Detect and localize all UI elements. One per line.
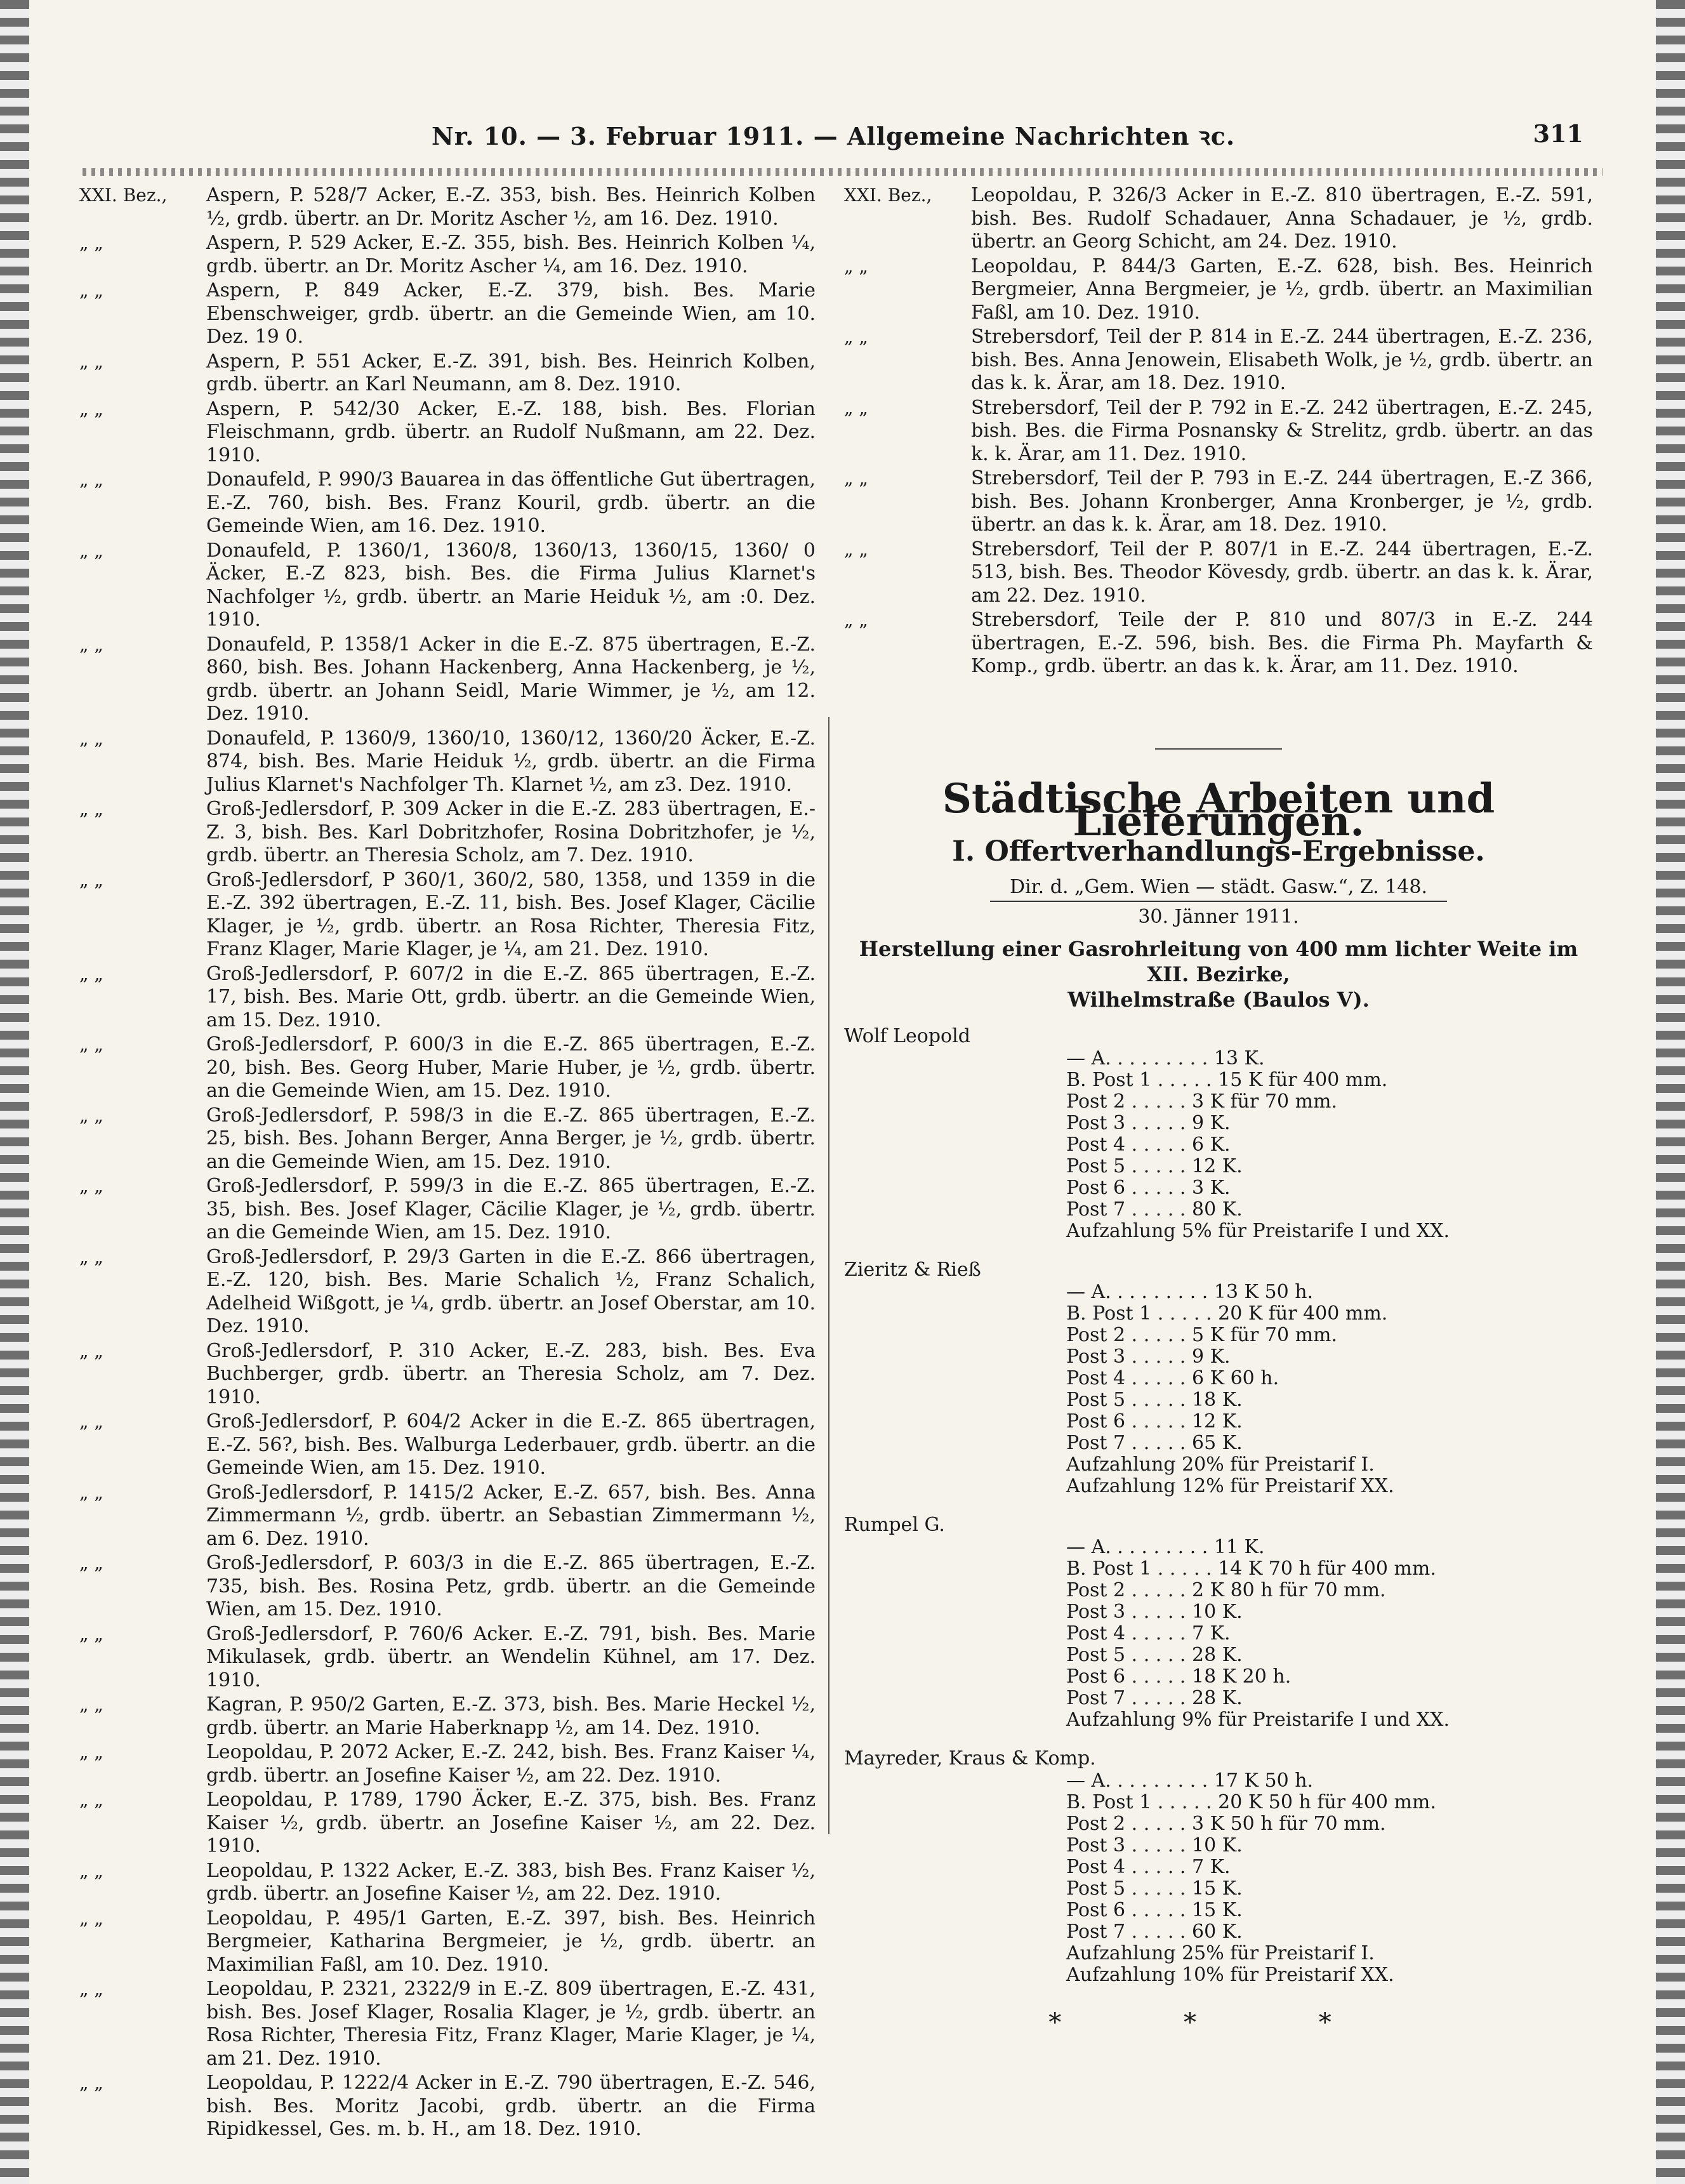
entry-label: „ „ — [79, 280, 103, 301]
entry-text: Groß-Jedlersdorf, P. 29/3 Garten in die E.-Z. 866 übertragen, E.-Z. 120, bish. Bes. Marie Schalich ½, Franz Schalich, Adelheid Wißgott, je ¼, grdb. übertr. an Josef Oberstar, am 10. Dez. 1910. — [206, 1245, 816, 1337]
bid-row: Aufzahlung 12% für Preistarif XX. — [1066, 1475, 1394, 1497]
bid-row: Post 3 . . . . . 9 K. — [1066, 1346, 1231, 1368]
bid-row: Post 2 . . . . . 3 K 50 h für 70 mm. — [1066, 1813, 1386, 1835]
entry-text: Groß-Jedlersdorf, P. 309 Acker in die E.-Z. 283 übertragen, E.-Z. 3, bish. Bes. Karl Dobritzhofer, Rosina Dobritzhofer, je ½, grdb. übertr. an Theresia Scholz, am 7. Dez. 1910. — [206, 798, 816, 866]
land-register-entry — [79, 279, 816, 349]
entry-text: Leopoldau, P. 844/3 Garten, E.-Z. 628, bish. Bes. Heinrich Bergmeier, Anna Bergmeier, je ½, grdb. übertr. an Maximilian Faßl, am 10. Dez. 1910. — [971, 255, 1593, 324]
offer-date: 30. Jänner 1911. — [1138, 905, 1299, 928]
bid-row: Post 2 . . . . . 2 K 80 h für 70 mm. — [1066, 1579, 1386, 1601]
entry-text: Groß-Jedlersdorf, P. 1415/2 Acker, E.-Z. 657, bish. Bes. Anna Zimmermann ½, grdb. übertr. an Sebastian Zimmermann ½, am 6. Dez. 1910. — [206, 1481, 816, 1550]
land-register-entry — [79, 468, 816, 538]
entry-text: Aspern, P. 542/30 Acker, E.-Z. 188, bish. Bes. Florian Fleischmann, grdb. übertr. an Rudolf Nußmann, am 22. Dez. 1910. — [206, 397, 816, 467]
land-register-entry — [79, 869, 816, 962]
entry-text: Leopoldau, P. 2321, 2322/9 in E.-Z. 809 übertragen, E.-Z. 431, bish. Bes. Josef Klager, Rosalia Klager, je ½, grdb. übertr. an Rosa Richter, Theresia Fitz, Franz Klager, Marie Klager, je ¼, am 21. Dez. 1910. — [206, 1978, 816, 2070]
entry-label: „ „ — [79, 539, 103, 561]
bidder-name: Rumpel G. — [844, 1514, 945, 1536]
page-right-border — [1656, 0, 1685, 2184]
job-title-line-1: Herstellung einer Gasrohrleitung von 400 mm lichter Weite im XII. Bezirke, — [859, 937, 1578, 986]
bid-row: B. Post 1 . . . . . 20 K 50 h für 400 mm. — [1066, 1791, 1436, 1813]
entry-label: „ „ — [79, 469, 103, 490]
entry-label: „ „ — [79, 1104, 103, 1126]
entry-text: Groß-Jedlersdorf, P. 760/6 Acker. E.-Z. 791, bish. Bes. Marie Mikulasek, grdb. übertr. an Wendelin Kühnel, am 17. Dez. 1910. — [206, 1622, 816, 1691]
entry-text: Groß-Jedlersdorf, P. 607/2 in die E.-Z. 865 übertragen, E.-Z. 17, bish. Bes. Marie Ott, grdb. übertr. an die Gemeinde Wien, am 15. Dez. 1910. — [206, 962, 816, 1031]
entry-label: „ „ — [844, 468, 868, 489]
entry-text: Groß-Jedlersdorf, P. 604/2 Acker in die E.-Z. 865 übertragen, E.-Z. 56?, bish. Bes. Walburga Lederbauer, grdb. übertr. an die Gemeinde Wien, am 15. Dez. 1910. — [206, 1410, 816, 1479]
entry-text: Strebersdorf, Teile der P. 810 und 807/3 in E.-Z. 244 übertragen, E.-Z. 596, bish. Bes. die Firma Ph. Mayfarth & Komp., grdb. übertr. an das k. k. Ärar, am 11. Dez. 1910. — [971, 609, 1593, 677]
left-column — [79, 184, 816, 2143]
entry-text: Strebersdorf, Teil der P. 793 in E.-Z. 244 übertragen, E.-Z 366, bish. Bes. Johann Kronberger, Anna Kronberger, je ½, grdb. übertr. an das k. k. Ärar, am 18. Dez. 1910. — [971, 467, 1593, 536]
bidder — [844, 1747, 1593, 1986]
entry-text: Leopoldau, P. 495/1 Garten, E.-Z. 397, bish. Bes. Heinrich Bergmeier, Katharina Bergmeier, je ½, grdb. übertr. an Maximilian Faßl, am 10. Dez. 1910. — [206, 1907, 816, 1976]
bid-rows — [1066, 1770, 1593, 1986]
bid-row: B. Post 1 . . . . . 14 K 70 h für 400 mm. — [1066, 1558, 1436, 1580]
bidder — [844, 1259, 1593, 1497]
land-register-entry — [79, 1623, 816, 1693]
bid-row: Post 5 . . . . . 18 K. — [1066, 1389, 1243, 1411]
section-subtitle: I. Offertverhandlungs-Ergebnisse. — [952, 835, 1485, 868]
entry-text: Groß-Jedlersdorf, P 360/1, 360/2, 580, 1358, und 1359 in die E.-Z. 392 übertragen, E.-Z. 11, bish. Bes. Josef Klager, Cäcilie Klager, je ½, grdb. übertr. an Rosa Richter, Theresia Fitz, Franz Klager, Marie Klager, je ¼, am 21. Dez. 1910. — [206, 868, 816, 960]
entry-label: „ „ — [79, 1034, 103, 1055]
entry-label: „ „ — [79, 1978, 103, 1999]
land-register-entry — [844, 467, 1593, 537]
directorate-line: Dir. d. „Gem. Wien — städt. Gasw.“, Z. 148. — [990, 876, 1447, 902]
page-number: 311 — [1533, 119, 1583, 148]
bidder-name: Wolf Leopold — [844, 1025, 970, 1047]
section-separator — [1155, 748, 1282, 750]
bid-row: Post 3 . . . . . 9 K. — [1066, 1112, 1231, 1134]
land-register-entry — [79, 1860, 816, 1906]
entry-label: „ „ — [79, 1860, 103, 1881]
land-register-entry — [844, 184, 1593, 254]
page-left-border — [0, 0, 29, 2184]
entry-label: „ „ — [79, 1694, 103, 1715]
land-register-entry — [79, 184, 816, 230]
bid-row: Aufzahlung 20% für Preistarif I. — [1066, 1453, 1375, 1476]
land-register-entry — [79, 1789, 816, 1858]
bidder-name: Mayreder, Kraus & Komp. — [844, 1747, 1096, 1770]
entry-label: „ „ — [79, 1623, 103, 1645]
entry-text: Donaufeld, P. 1360/9, 1360/10, 1360/12, 1360/20 Äcker, E.-Z. 874, bish. Bes. Marie Heiduk ½, grdb. übertr. an die Firma Julius Klarnet's Nachfolger Th. Klarnet ½, am z3. Dez. 1910. — [206, 727, 816, 796]
land-register-entry — [844, 538, 1593, 608]
land-register-entry — [79, 1481, 816, 1551]
entry-label: „ „ — [79, 1411, 103, 1432]
entry-text: Groß-Jedlersdorf, P. 598/3 in die E.-Z. 865 übertragen, E.-Z. 25, bish. Bes. Johann Berger, Anna Berger, je ½, grdb. übertr. an die Gemeinde Wien, am 15. Dez. 1910. — [206, 1104, 816, 1173]
bidder — [844, 1025, 1593, 1242]
entry-text: Groß-Jedlersdorf, P. 599/3 in die E.-Z. 865 übertragen, E.-Z. 35, bish. Bes. Josef Klager, Cäcilie Klager, je ½, grdb. übertr. an die Gemeinde Wien, am 15. Dez. 1910. — [206, 1175, 816, 1243]
bid-row: B. Post 1 . . . . . 20 K für 400 mm. — [1066, 1302, 1388, 1325]
job-title-line-2: Wilhelmstraße (Baulos V). — [1067, 988, 1370, 1012]
entry-label: „ „ — [79, 1789, 103, 1810]
bid-row: Post 6 . . . . . 18 K 20 h. — [1066, 1665, 1292, 1688]
entry-text: Leopoldau, P. 1322 Acker, E.-Z. 383, bish Bes. Franz Kaiser ½, grdb. übertr. an Josefine Kaiser ½, am 22. Dez. 1910. — [206, 1859, 816, 1905]
closing-asterisks: * * * — [1048, 2008, 1389, 2037]
bid-row: Post 5 . . . . . 12 K. — [1066, 1155, 1243, 1177]
entry-text: Leopoldau, P. 1222/4 Acker in E.-Z. 790 übertragen, E.-Z. 546, bish. Bes. Moritz Jacobi, grdb. übertr. an die Firma Ripidkessel, Ges. m. b. H., am 18. Dez. 1910. — [206, 2072, 816, 2140]
bid-row: Post 3 . . . . . 10 K. — [1066, 1834, 1243, 1856]
entry-label: „ „ — [79, 963, 103, 984]
bid-row: Post 4 . . . . . 6 K. — [1066, 1134, 1231, 1156]
page-header — [76, 114, 1609, 159]
bid-row: — A. . . . . . . . . 11 K. — [1066, 1536, 1265, 1558]
land-register-entry — [844, 609, 1593, 678]
land-register-entry — [79, 798, 816, 868]
bid-row: Post 2 . . . . . 5 K für 70 mm. — [1066, 1324, 1338, 1346]
entry-label: „ „ — [844, 255, 868, 277]
land-register-entry — [79, 1552, 816, 1622]
land-register-entry — [79, 350, 816, 397]
entry-label: „ „ — [844, 326, 868, 347]
entry-text: Aspern, P. 849 Acker, E.-Z. 379, bish. Bes. Marie Ebenschweiger, grdb. übertr. an die Gemeinde Wien, am 10. Dez. 19 0. — [206, 279, 816, 348]
land-register-entry — [79, 1693, 816, 1740]
job-title — [844, 936, 1593, 1012]
land-register-entry — [79, 1175, 816, 1245]
entry-label: „ „ — [79, 1552, 103, 1573]
bid-row: B. Post 1 . . . . . 15 K für 400 mm. — [1066, 1069, 1388, 1091]
land-register-entry — [844, 326, 1593, 395]
bid-row: Post 7 . . . . . 28 K. — [1066, 1687, 1243, 1709]
bidder-name: Zieritz & Rieß — [844, 1259, 981, 1281]
entry-label: „ „ — [79, 1340, 103, 1361]
entry-text: Aspern, P. 528/7 Acker, E.-Z. 353, bish. Bes. Heinrich Kolben ½, grdb. übertr. an Dr. Moritz Ascher ½, am 16. Dez. 1910. — [206, 184, 816, 230]
entry-label: „ „ — [79, 869, 103, 890]
bid-row: Post 5 . . . . . 28 K. — [1066, 1644, 1243, 1666]
bid-rows — [1066, 1048, 1593, 1242]
bid-rows — [1066, 1281, 1593, 1497]
entry-label: „ „ — [79, 633, 103, 655]
entry-text: Groß-Jedlersdorf, P. 603/3 in die E.-Z. 865 übertragen, E.-Z. 735, bish. Bes. Rosina Petz, grdb. übertr. an die Gemeinde Wien, am 15. Dez. 1910. — [206, 1552, 816, 1620]
bid-row: Post 6 . . . . . 15 K. — [1066, 1899, 1243, 1921]
section-title: Städtische Arbeiten und Lieferungen. — [942, 774, 1495, 845]
entry-text: Leopoldau, P. 1789, 1790 Äcker, E.-Z. 375, bish. Bes. Franz Kaiser ½, grdb. übertr. an Josefine Kaiser ½, am 22. Dez. 1910. — [206, 1789, 816, 1857]
entry-text: Aspern, P. 551 Acker, E.-Z. 391, bish. Bes. Heinrich Kolben, grdb. übertr. an Karl Neumann, am 8. Dez. 1910. — [206, 350, 816, 395]
bid-row: Post 7 . . . . . 60 K. — [1066, 1921, 1243, 1943]
entry-text: Donaufeld, P. 1358/1 Acker in die E.-Z. 875 übertragen, E.-Z. 860, bish. Bes. Johann Hackenberg, Anna Hackenberg, je ½, grdb. übertr. an Johann Seidl, Marie Wimmer, je ½, am 12. Dez. 1910. — [206, 633, 816, 725]
entry-label: „ „ — [79, 1907, 103, 1929]
bidder-list — [844, 1025, 1593, 1986]
bid-row: — A. . . . . . . . . 17 K 50 h. — [1066, 1770, 1314, 1792]
bid-row: Post 7 . . . . . 80 K. — [1066, 1198, 1243, 1221]
entry-text: Strebersdorf, Teil der P. 814 in E.-Z. 244 übertragen, E.-Z. 236, bish. Bes. Anna Jenowein, Elisabeth Wolk, je ½, grdb. übertr. an das k. k. Ärar, am 18. Dez. 1910. — [971, 326, 1593, 394]
land-register-entry — [79, 963, 816, 1033]
bid-row: Aufzahlung 25% für Preistarif I. — [1066, 1942, 1375, 1964]
entry-text: Groß-Jedlersdorf, P. 310 Acker, E.-Z. 283, bish. Bes. Eva Buchberger, grdb. übertr. an Theresia Scholz, am 7. Dez. 1910. — [206, 1339, 816, 1408]
land-register-entry — [79, 1104, 816, 1174]
land-register-entry — [79, 398, 816, 468]
entry-text: Strebersdorf, Teil der P. 792 in E.-Z. 242 übertragen, E.-Z. 245, bish. Bes. die Firma Posnansky & Strelitz, grdb. übertr. an das k. k. Ärar, am 11. Dez. 1910. — [971, 396, 1593, 465]
entry-label: XXI. Bez., — [844, 185, 932, 206]
entry-text: Donaufeld, P. 990/3 Bauarea in das öffentliche Gut übertragen, E.-Z. 760, bish. Bes. Franz Kouril, grdb. übertr. an die Gemeinde Wien, am 16. Dez. 1910. — [206, 468, 816, 537]
entry-label: „ „ — [844, 538, 868, 560]
land-register-entry — [79, 539, 816, 632]
bid-row: Aufzahlung 9% für Preistarife I und XX. — [1066, 1709, 1450, 1731]
bid-row: Post 7 . . . . . 65 K. — [1066, 1432, 1243, 1454]
entry-label: „ „ — [79, 1246, 103, 1267]
land-register-entry — [79, 1741, 816, 1787]
entry-label: „ „ — [79, 398, 103, 420]
right-entries — [844, 184, 1593, 678]
entry-label: „ „ — [79, 798, 103, 819]
running-head: Nr. 10. — 3. Februar 1911. — Allgemeine Nachrichten ꝛc. — [432, 122, 1236, 150]
entry-text: Leopoldau, P. 326/3 Acker in E.-Z. 810 übertragen, E.-Z. 591, bish. Bes. Rudolf Schadauer, Anna Schadauer, je ½, grdb. übertr. an Georg Schicht, am 24. Dez. 1910. — [971, 184, 1593, 253]
entry-text: Kagran, P. 950/2 Garten, E.-Z. 373, bish. Bes. Marie Heckel ½, grdb. übertr. an Marie Haberknapp ½, am 14. Dez. 1910. — [206, 1693, 816, 1739]
entry-label: „ „ — [79, 1742, 103, 1763]
land-register-entry — [79, 1410, 816, 1480]
land-register-entry — [79, 633, 816, 726]
entry-text: Aspern, P. 529 Acker, E.-Z. 355, bish. Bes. Heinrich Kolben ¼, grdb. übertr. an Dr. Moritz Ascher ¼, am 16. Dez. 1910. — [206, 232, 816, 277]
entry-text: Groß-Jedlersdorf, P. 600/3 in die E.-Z. 865 übertragen, E.-Z. 20, bish. Bes. Georg Huber, Marie Huber, je ½, grdb. übertr. an die Gemeinde Wien, am 15. Dez. 1910. — [206, 1033, 816, 1102]
entry-label: „ „ — [79, 1481, 103, 1503]
bid-row: — A. . . . . . . . . 13 K. — [1066, 1047, 1265, 1069]
entry-label: „ „ — [844, 397, 868, 418]
entry-label: „ „ — [844, 609, 868, 630]
land-register-entry — [844, 255, 1593, 325]
bid-row: Post 3 . . . . . 10 K. — [1066, 1601, 1243, 1623]
bid-row: Post 4 . . . . . 6 K 60 h. — [1066, 1367, 1279, 1389]
column-divider — [828, 717, 829, 1834]
entry-label: „ „ — [79, 1175, 103, 1196]
bid-row: Post 4 . . . . . 7 K. — [1066, 1622, 1231, 1645]
land-register-entry — [79, 1340, 816, 1410]
land-register-entry — [79, 2072, 816, 2141]
entry-label: XXI. Bez., — [79, 185, 168, 206]
bid-row: Post 4 . . . . . 7 K. — [1066, 1856, 1231, 1878]
land-register-entry — [79, 727, 816, 797]
right-column — [844, 184, 1593, 2035]
land-register-entry — [79, 1907, 816, 1977]
entry-text: Donaufeld, P. 1360/1, 1360/8, 1360/13, 1360/15, 1360/ 0 Äcker, E.-Z 823, bish. Bes. die Firma Julius Klarnet's Nachfolger ½, grdb. übertr. an Marie Heiduk ½, am :0. Dez. 1910. — [206, 539, 816, 631]
bid-row: — A. . . . . . . . . 13 K 50 h. — [1066, 1281, 1314, 1303]
entry-label: „ „ — [79, 2072, 103, 2093]
land-register-entry — [844, 397, 1593, 467]
bid-row: Post 5 . . . . . 15 K. — [1066, 1877, 1243, 1900]
bid-row: Aufzahlung 10% für Preistarif XX. — [1066, 1964, 1394, 1986]
bid-row: Post 6 . . . . . 3 K. — [1066, 1177, 1231, 1199]
entry-label: „ „ — [79, 232, 103, 253]
entry-label: „ „ — [79, 727, 103, 749]
bid-row: Aufzahlung 5% für Preistarife I und XX. — [1066, 1220, 1450, 1242]
bidder — [844, 1514, 1593, 1731]
land-register-entry — [79, 232, 816, 278]
land-register-entry — [79, 1033, 816, 1103]
land-register-entry — [79, 1246, 816, 1339]
land-register-entry — [79, 1978, 816, 2070]
bid-row: Post 2 . . . . . 3 K für 70 mm. — [1066, 1090, 1338, 1113]
bid-row: Post 6 . . . . . 12 K. — [1066, 1410, 1243, 1433]
header-rule — [83, 168, 1602, 176]
entry-label: „ „ — [79, 350, 103, 372]
entry-text: Leopoldau, P. 2072 Acker, E.-Z. 242, bish. Bes. Franz Kaiser ¼, grdb. übertr. an Josefine Kaiser ½, am 22. Dez. 1910. — [206, 1741, 816, 1787]
bid-rows — [1066, 1537, 1593, 1731]
entry-text: Strebersdorf, Teil der P. 807/1 in E.-Z. 244 übertragen, E.-Z. 513, bish. Bes. Theodor Kövesdy, grdb. übertr. an das k. k. Ärar, am 22. Dez. 1910. — [971, 538, 1593, 607]
